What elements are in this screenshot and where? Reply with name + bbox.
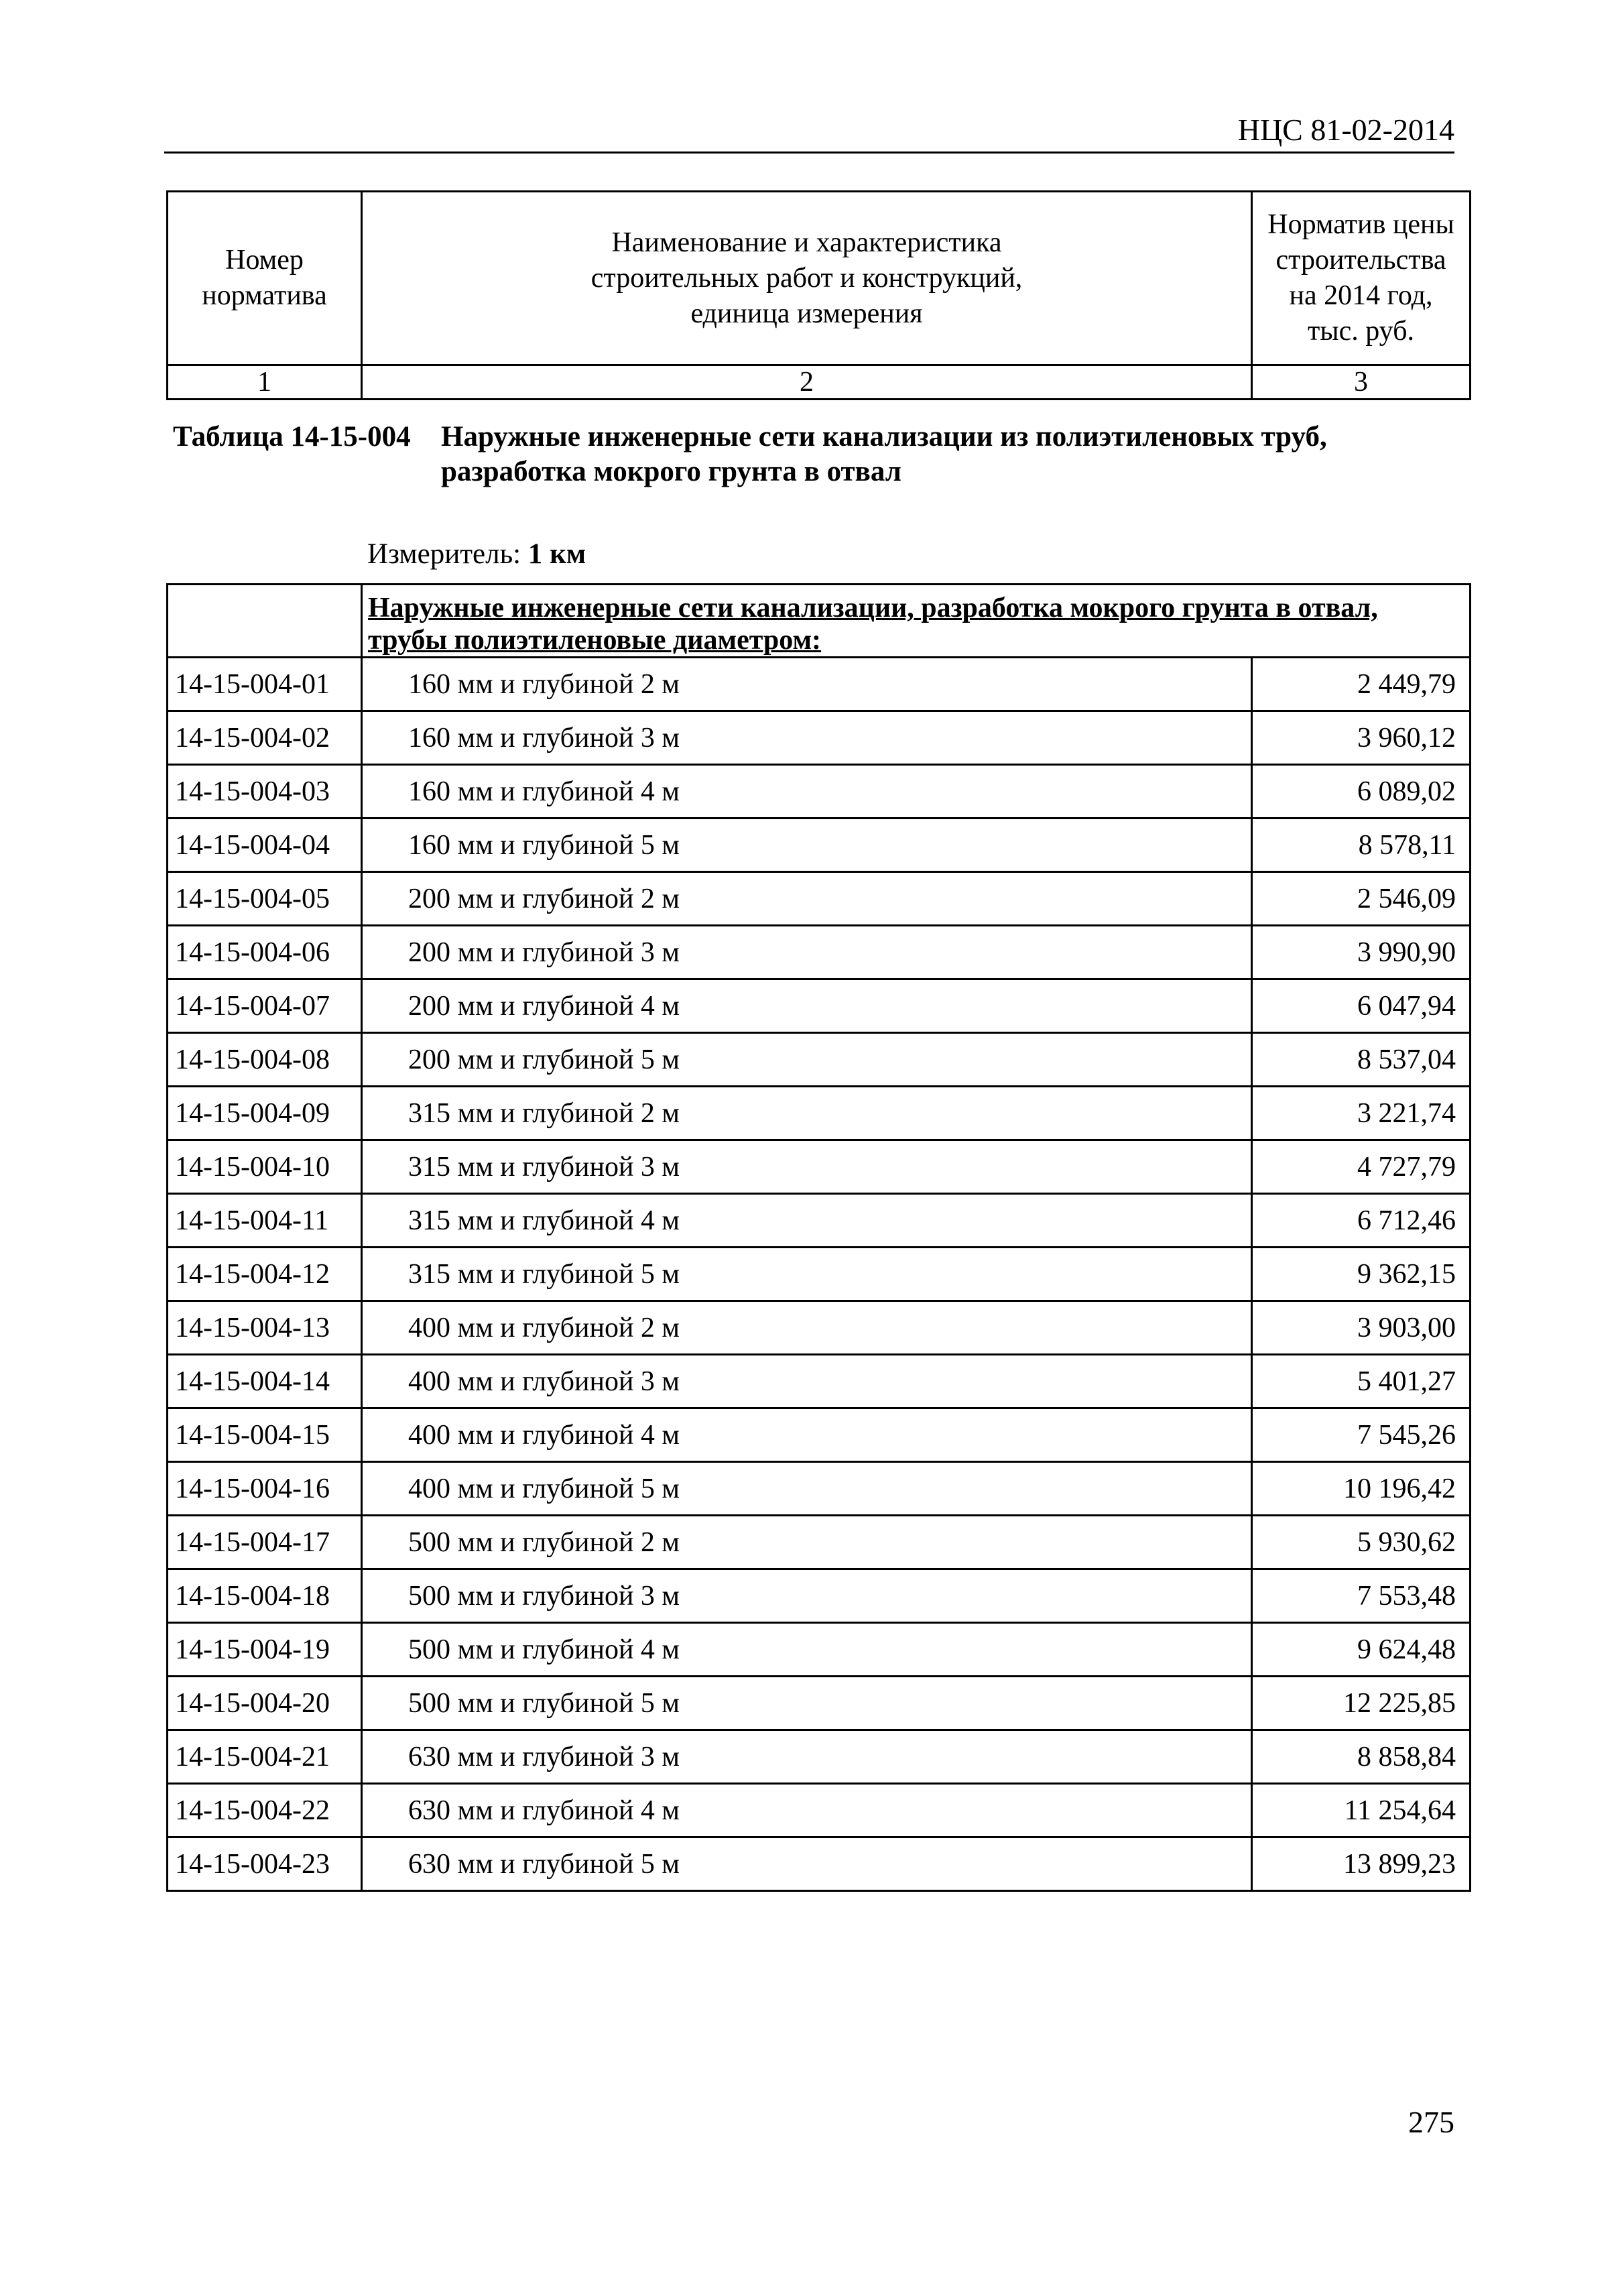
norm-code: 14-15-004-03 xyxy=(168,765,362,819)
table-row xyxy=(168,1355,1471,1408)
norm-code: 14-15-004-17 xyxy=(168,1516,362,1569)
norm-code: 14-15-004-18 xyxy=(168,1569,362,1623)
norm-price: 11 254,64 xyxy=(1252,1784,1471,1837)
table-row xyxy=(168,1837,1471,1891)
norm-code: 14-15-004-09 xyxy=(168,1087,362,1140)
table-row xyxy=(168,926,1471,979)
table-row xyxy=(168,1784,1471,1837)
norm-price: 10 196,42 xyxy=(1252,1462,1471,1516)
norm-code: 14-15-004-02 xyxy=(168,711,362,765)
table-row xyxy=(168,1301,1471,1355)
norm-price: 2 449,79 xyxy=(1252,658,1471,711)
norm-price: 3 990,90 xyxy=(1252,926,1471,979)
norm-price: 8 578,11 xyxy=(1252,819,1471,872)
norm-name: 200 мм и глубиной 5 м xyxy=(362,1033,1252,1087)
norm-code: 14-15-004-07 xyxy=(168,979,362,1033)
norm-code: 14-15-004-06 xyxy=(168,926,362,979)
norm-name: 315 мм и глубиной 3 м xyxy=(362,1140,1252,1194)
norm-name: 400 мм и глубиной 2 м xyxy=(362,1301,1252,1355)
header-number: Номер норматива xyxy=(168,192,362,365)
table-row xyxy=(168,1194,1471,1248)
group-title xyxy=(362,585,1471,658)
table-row xyxy=(168,1677,1471,1730)
norm-name: 315 мм и глубиной 5 м xyxy=(362,1248,1252,1301)
norm-code: 14-15-004-04 xyxy=(168,819,362,872)
table-title-text: Наружные инженерные сети канализации из полиэтиленовых труб, разработка мокрого грунта в отвал xyxy=(441,421,1327,487)
norm-name: 500 мм и глубиной 3 м xyxy=(362,1569,1252,1623)
column-number-1: 1 xyxy=(168,365,362,400)
norm-code: 14-15-004-01 xyxy=(168,658,362,711)
header-name xyxy=(362,192,1252,365)
unit-line xyxy=(367,536,586,572)
norm-price: 2 546,09 xyxy=(1252,872,1471,926)
norm-name: 315 мм и глубиной 2 м xyxy=(362,1087,1252,1140)
norm-table-body xyxy=(168,585,1471,1891)
table-row xyxy=(168,711,1471,765)
norm-price: 9 624,48 xyxy=(1252,1623,1471,1677)
norm-name: 160 мм и глубиной 2 м xyxy=(362,658,1252,711)
table-row xyxy=(168,1516,1471,1569)
norm-name: 400 мм и глубиной 3 м xyxy=(362,1355,1252,1408)
norm-table xyxy=(166,583,1471,1892)
norm-price: 3 960,12 xyxy=(1252,711,1471,765)
column-header-row xyxy=(168,192,1471,365)
norm-code: 14-15-004-23 xyxy=(168,1837,362,1891)
table-row xyxy=(168,872,1471,926)
norm-price: 13 899,23 xyxy=(1252,1837,1471,1891)
norm-price: 8 858,84 xyxy=(1252,1730,1471,1784)
norm-name: 160 мм и глубиной 4 м xyxy=(362,765,1252,819)
document-code: НЦС 81-02-2014 xyxy=(1237,113,1454,147)
table-row xyxy=(168,819,1471,872)
header-price xyxy=(1252,192,1471,365)
norm-code: 14-15-004-22 xyxy=(168,1784,362,1837)
header-name-text: Наименование и характеристика строительных работ и конструкций, единица измерения xyxy=(590,227,1023,329)
norm-name: 400 мм и глубиной 4 м xyxy=(362,1408,1252,1462)
norm-price: 4 727,79 xyxy=(1252,1140,1471,1194)
group-title-text: Наружные инженерные сети канализации, разработка мокрого грунта в отвал, трубы полиэтиленовые диаметром: xyxy=(368,593,1378,656)
table-label: Таблица 14-15-004 xyxy=(173,421,411,452)
header-price-text: Норматив цены строительства на 2014 год, тыс. руб. xyxy=(1267,209,1454,347)
table-row xyxy=(168,1248,1471,1301)
norm-price: 6 047,94 xyxy=(1252,979,1471,1033)
group-row xyxy=(168,585,1471,658)
column-number-3: 3 xyxy=(1252,365,1471,400)
norm-name: 630 мм и глубиной 5 м xyxy=(362,1837,1252,1891)
table-row xyxy=(168,1462,1471,1516)
table-row xyxy=(168,1033,1471,1087)
norm-code: 14-15-004-05 xyxy=(168,872,362,926)
table-row xyxy=(168,765,1471,819)
norm-name: 500 мм и глубиной 2 м xyxy=(362,1516,1252,1569)
norm-name: 500 мм и глубиной 5 м xyxy=(362,1677,1252,1730)
norm-code: 14-15-004-19 xyxy=(168,1623,362,1677)
unit-label: Измеритель: xyxy=(367,538,521,570)
norm-name: 200 мм и глубиной 3 м xyxy=(362,926,1252,979)
norm-price: 9 362,15 xyxy=(1252,1248,1471,1301)
norm-name: 630 мм и глубиной 4 м xyxy=(362,1784,1252,1837)
norm-name: 160 мм и глубиной 5 м xyxy=(362,819,1252,872)
norm-code: 14-15-004-13 xyxy=(168,1301,362,1355)
column-number-row xyxy=(168,365,1471,400)
table-row xyxy=(168,1087,1471,1140)
norm-price: 7 545,26 xyxy=(1252,1408,1471,1462)
unit-value: 1 км xyxy=(527,538,586,570)
page-number: 275 xyxy=(1408,2105,1454,2139)
norm-name: 500 мм и глубиной 4 м xyxy=(362,1623,1252,1677)
norm-price: 12 225,85 xyxy=(1252,1677,1471,1730)
table-row xyxy=(168,1140,1471,1194)
norm-code: 14-15-004-11 xyxy=(168,1194,362,1248)
norm-name: 630 мм и глубиной 3 м xyxy=(362,1730,1252,1784)
group-row-code-cell xyxy=(168,585,362,658)
norm-code: 14-15-004-20 xyxy=(168,1677,362,1730)
norm-code: 14-15-004-12 xyxy=(168,1248,362,1301)
norm-price: 6 712,46 xyxy=(1252,1194,1471,1248)
norm-name: 400 мм и глубиной 5 м xyxy=(362,1462,1252,1516)
table-row xyxy=(168,1730,1471,1784)
table-row xyxy=(168,658,1471,711)
table-row xyxy=(168,1408,1471,1462)
norm-price: 5 930,62 xyxy=(1252,1516,1471,1569)
table-row xyxy=(168,979,1471,1033)
norm-price: 3 903,00 xyxy=(1252,1301,1471,1355)
norm-price: 3 221,74 xyxy=(1252,1087,1471,1140)
table-row xyxy=(168,1569,1471,1623)
norm-code: 14-15-004-15 xyxy=(168,1408,362,1462)
norm-name: 200 мм и глубиной 2 м xyxy=(362,872,1252,926)
norm-code: 14-15-004-21 xyxy=(168,1730,362,1784)
norm-price: 7 553,48 xyxy=(1252,1569,1471,1623)
column-header-table xyxy=(166,190,1471,400)
norm-code: 14-15-004-08 xyxy=(168,1033,362,1087)
norm-price: 8 537,04 xyxy=(1252,1033,1471,1087)
norm-code: 14-15-004-16 xyxy=(168,1462,362,1516)
norm-name: 160 мм и глубиной 3 м xyxy=(362,711,1252,765)
norm-price: 6 089,02 xyxy=(1252,765,1471,819)
norm-code: 14-15-004-10 xyxy=(168,1140,362,1194)
header-divider xyxy=(164,152,1454,154)
table-row xyxy=(168,1623,1471,1677)
column-number-2: 2 xyxy=(362,365,1252,400)
norm-name: 200 мм и глубиной 4 м xyxy=(362,979,1252,1033)
norm-code: 14-15-004-14 xyxy=(168,1355,362,1408)
norm-price: 5 401,27 xyxy=(1252,1355,1471,1408)
norm-name: 315 мм и глубиной 4 м xyxy=(362,1194,1252,1248)
